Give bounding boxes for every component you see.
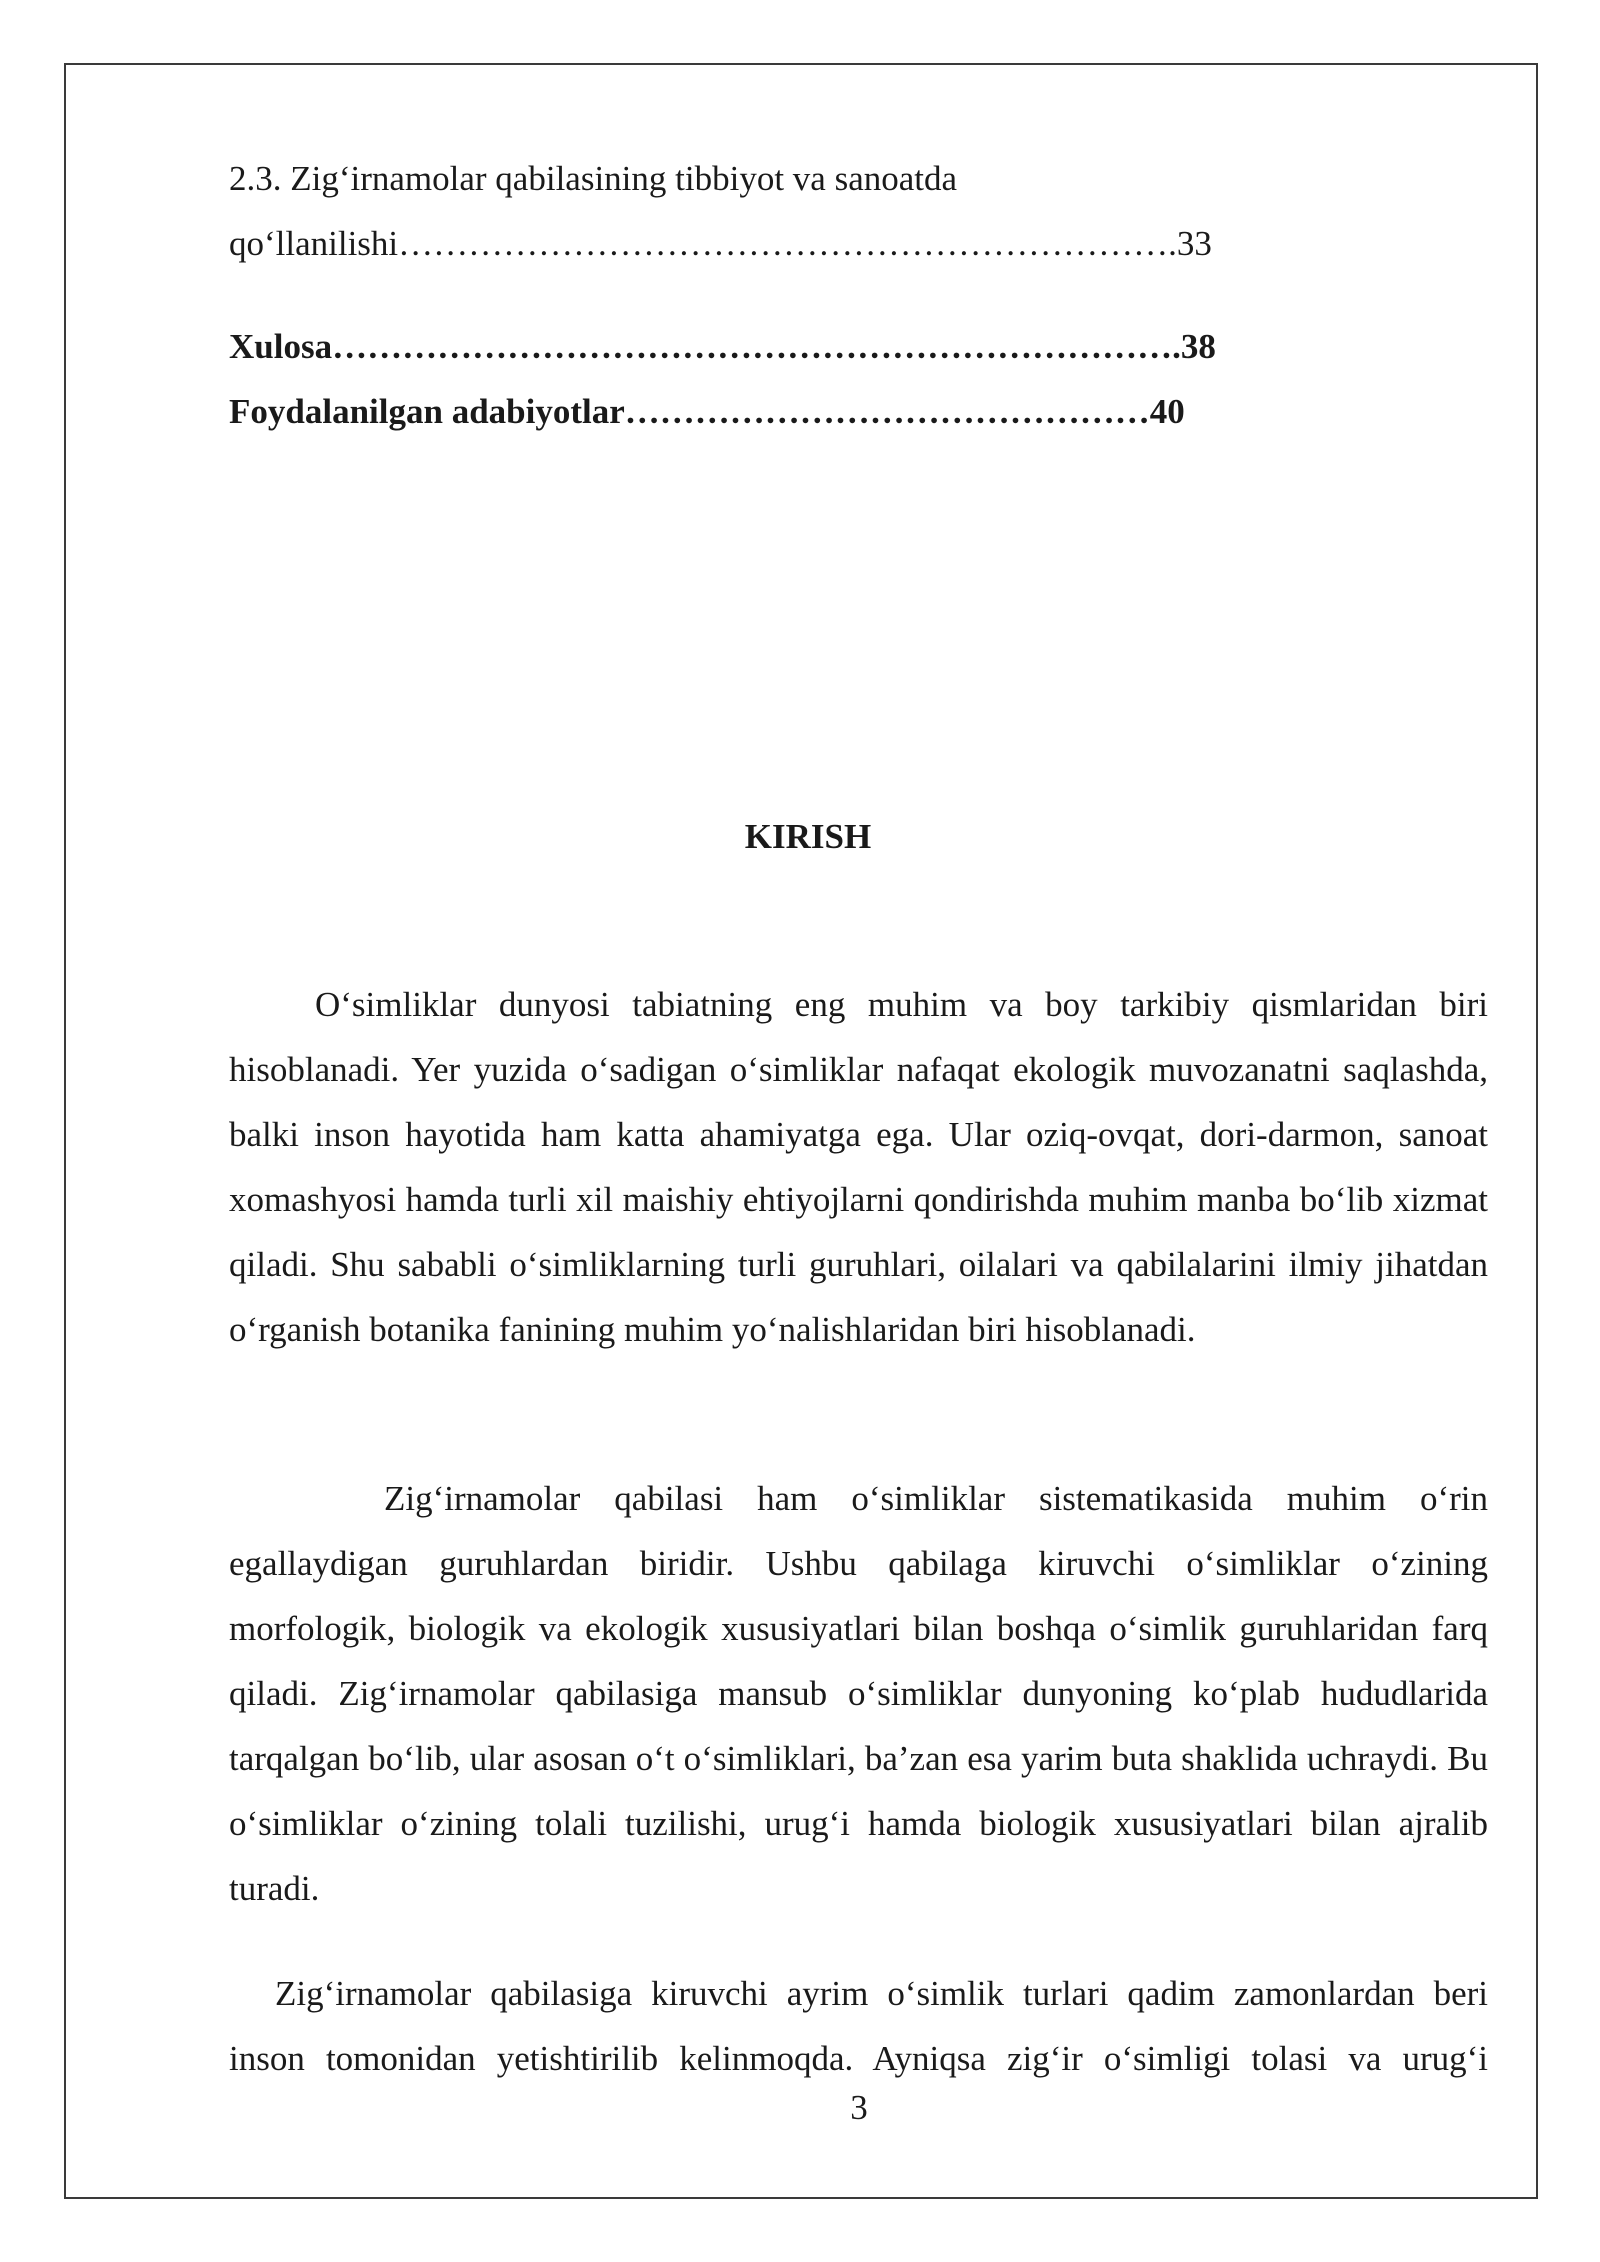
paragraph-2: Zig‘irnamolar qabilasi ham o‘simliklar sistematikasida muhim o‘rin egallaydigan guruhlardan biridir. Ushbu qabilaga kiruvchi o‘simliklar o‘zining morfologik, biologik va ekologik xususiyatlari bilan boshqa o‘simlik guruhlaridan farq qiladi. Zig‘irnamolar qabilasiga mansub o‘simliklar dunyoning ko‘plab hududlarida tarqalgan bo‘lib, ular asosan o‘t o‘simliklari, ba’zan esa yarim buta shaklida uchraydi. Bu o‘simliklar o‘zining tolali tuzilishi, urug‘i hamda biologik xususiyatlari bilan ajralib turadi. [229, 1479, 1488, 1908]
toc-item-2-3-title: 2.3. Zig‘irnamolar qabilasining tibbiyot va sanoatda [229, 159, 958, 198]
toc-spacer [229, 276, 1299, 314]
table-of-contents [229, 146, 1299, 444]
section-heading: KIRISH [744, 817, 872, 856]
page-number: 3 [850, 2088, 868, 2127]
toc-item-2-3-entry: qo‘llanilishi………………………………………………………….33 [229, 224, 1212, 263]
paragraph-3: Zig‘irnamolar qabilasiga kiruvchi ayrim o‘simlik turlari qadim zamonlardan beri inson tomonidan yetishtirilib kelinmoqda. Ayniqsa zig‘ir o‘simligi tolasi va urug‘i [229, 1974, 1488, 2078]
toc-item-xulosa: Xulosa……………………………………………………………….38 [229, 327, 1216, 366]
toc-item-adabiyotlar: Foydalanilgan adabiyotlar………………………………………40 [229, 392, 1185, 431]
paragraph-1: O‘simliklar dunyosi tabiatning eng muhim va boy tarkibiy qismlaridan biri hisoblanadi. Yer yuzida o‘sadigan o‘simliklar nafaqat ekologik muvozanatni saqlashda, balki inson hayotida ham katta ahamiyatga ega. Ular oziq-ovqat, dori-darmon, sanoat xomashyosi hamda turli xil maishiy ehtiyojlarni qondirishda muhim manba bo‘lib xizmat qiladi. Shu sababli o‘simliklarning turli guruhlari, oilalari va qabilalarini ilmiy jihatdan o‘rganish botanika fanining muhim yo‘nalishlaridan biri hisoblanadi. [229, 985, 1488, 1349]
